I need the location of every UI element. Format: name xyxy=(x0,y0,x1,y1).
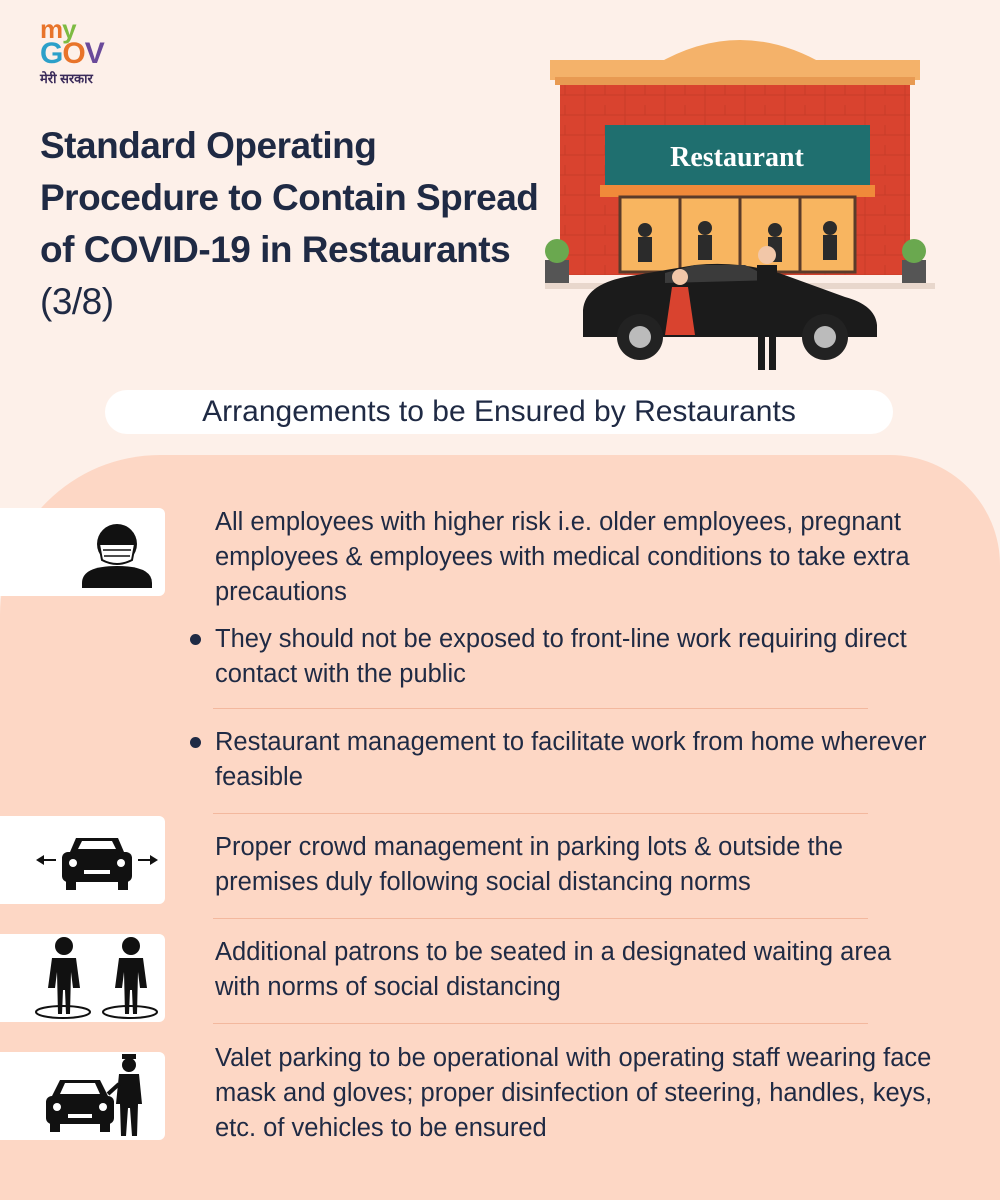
bullet-dot xyxy=(190,737,201,748)
logo-my: my xyxy=(40,14,76,44)
item-waiting-area: Additional patrons to be seated in a designated waiting area with norms of social distancing xyxy=(215,938,892,1001)
page-title xyxy=(40,120,540,328)
item-no-front-line-work: They should not be exposed to front-line work requiring direct contact with the public xyxy=(215,625,907,688)
divider xyxy=(213,918,868,919)
logo-tagline: मेरी सरकार xyxy=(40,71,93,86)
title-text: Standard Operating Procedure to Contain Spread of COVID-19 in Restaurants xyxy=(40,125,539,270)
car-spacing-icon-box xyxy=(0,816,165,904)
mygov-logo xyxy=(40,14,150,87)
restaurant-sign: Restaurant xyxy=(670,142,804,173)
car-spacing-icon xyxy=(0,816,165,904)
logo-gov: GOV xyxy=(40,37,104,70)
section-subtitle: Arrangements to be Ensured by Restaurants xyxy=(105,390,893,434)
page-indicator: (3/8) xyxy=(40,281,114,322)
divider xyxy=(213,813,868,814)
masked-person-icon xyxy=(0,508,165,596)
distanced-people-icon-box xyxy=(0,934,165,1022)
valet-icon-box xyxy=(0,1052,165,1140)
divider xyxy=(213,1023,868,1024)
item-work-from-home: Restaurant management to facilitate work from home wherever feasible xyxy=(215,728,927,791)
bullet-dot xyxy=(190,634,201,645)
item-valet-parking: Valet parking to be operational with operating staff wearing face mask and gloves; proper disinfection of steering, handles, keys, etc. of vehicles to be ensured xyxy=(215,1044,933,1142)
item-higher-risk-employees: All employees with higher risk i.e. older employees, pregnant employees & employees with medical conditions to take extra precautions xyxy=(215,508,910,606)
masked-person-icon-box xyxy=(0,508,165,596)
divider xyxy=(213,708,868,709)
restaurant-illustration xyxy=(545,15,935,375)
distanced-people-icon xyxy=(0,934,165,1022)
item-crowd-management: Proper crowd management in parking lots & outside the premises duly following social distancing norms xyxy=(215,833,843,896)
valet-icon xyxy=(0,1052,165,1140)
